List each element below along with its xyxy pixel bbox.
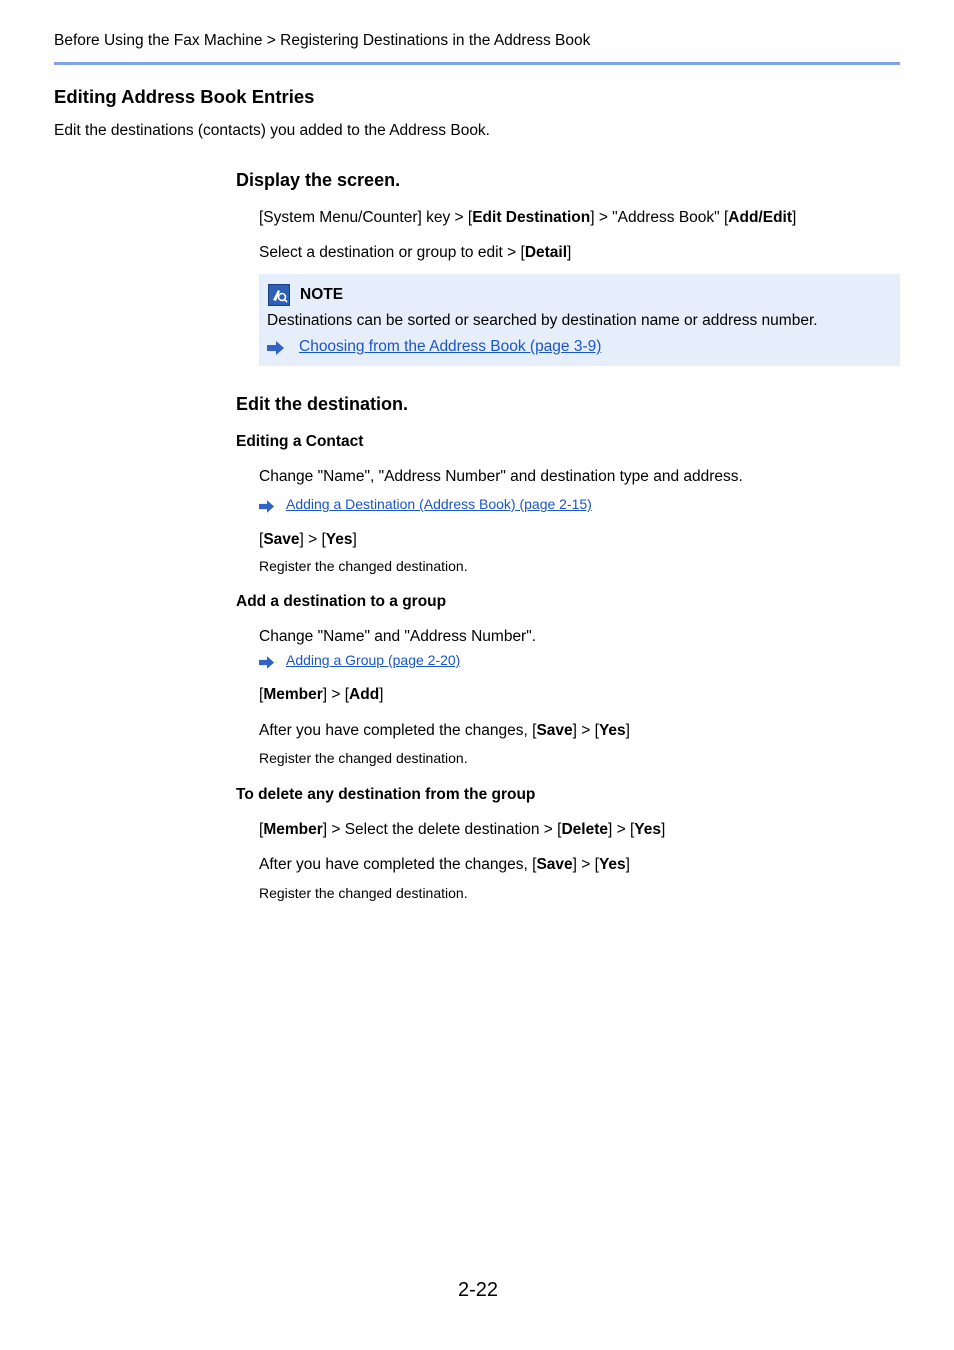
contact-heading: Editing a Contact	[236, 433, 364, 450]
section-title: Editing Address Book Entries	[54, 86, 315, 107]
contact-save: [Save] > [Yes]	[259, 531, 357, 548]
arrow-right-icon	[259, 656, 275, 674]
add-group-member: [Member] > [Add]	[259, 686, 384, 703]
step1-line2: Select a destination or group to edit > [Detail]	[259, 244, 572, 261]
delete-group-heading: To delete any destination from the group	[236, 786, 536, 803]
contact-note: Register the changed destination.	[259, 558, 468, 574]
delete-group-note: Register the changed destination.	[259, 885, 468, 901]
step1-title: Display the screen.	[236, 170, 401, 190]
add-group-after: After you have completed the changes, [Save] > [Yes]	[259, 722, 630, 739]
delete-group-member: [Member] > Select the delete destination > [Delete] > [Yes]	[259, 821, 666, 838]
delete-group-after: After you have completed the changes, [Save] > [Yes]	[259, 856, 630, 873]
note-link[interactable]: Choosing from the Address Book (page 3-9)	[299, 338, 602, 355]
note-icon	[268, 284, 290, 306]
arrow-right-icon	[267, 341, 285, 360]
note-label: NOTE	[300, 286, 344, 303]
contact-link[interactable]: Adding a Destination (Address Book) (page 2-15)	[286, 496, 592, 512]
page-number: 2-22	[458, 1279, 499, 1301]
add-group-link[interactable]: Adding a Group (page 2-20)	[286, 652, 461, 668]
arrow-right-icon	[259, 500, 275, 518]
step1-line1: [System Menu/Counter] key > [Edit Destination] > "Address Book" [Add/Edit]	[259, 209, 797, 226]
header-divider	[54, 62, 900, 65]
section-intro: Edit the destinations (contacts) you added to the Address Book.	[54, 122, 490, 139]
note-text: Destinations can be sorted or searched by destination name or address number.	[267, 312, 818, 329]
add-group-heading: Add a destination to a group	[236, 593, 447, 610]
breadcrumb: Before Using the Fax Machine > Registering Destinations in the Address Book	[54, 32, 591, 49]
add-group-text: Change "Name" and "Address Number".	[259, 628, 537, 645]
contact-text: Change "Name", "Address Number" and destination type and address.	[259, 468, 743, 485]
add-group-note: Register the changed destination.	[259, 750, 468, 766]
step2-title: Edit the destination.	[236, 394, 409, 414]
